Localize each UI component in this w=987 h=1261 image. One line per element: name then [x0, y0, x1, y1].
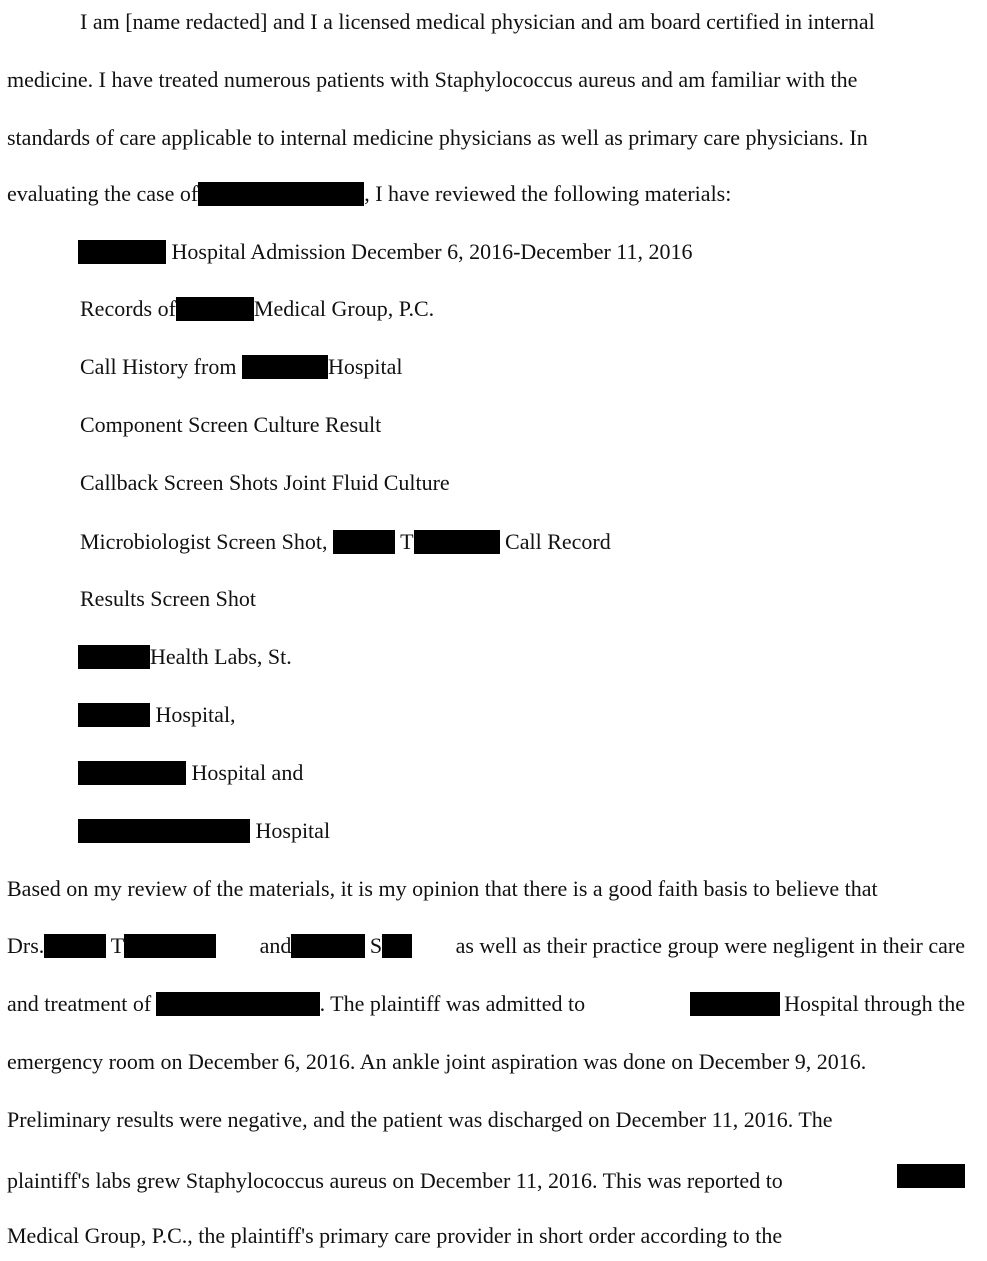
redaction-box [78, 761, 186, 785]
redaction-box [291, 934, 365, 958]
materials-item-4: Component Screen Culture Result [80, 412, 382, 437]
paragraph-1-line-3: standards of care applicable to internal medicine physicians as well as primary care physicians. In [7, 125, 868, 150]
materials-item-10: Hospital and [78, 759, 303, 787]
redaction-box [690, 992, 780, 1016]
paragraph-2-line-6: plaintiff's labs grew Staphylococcus aureus on December 11, 2016. This was reported to [7, 1164, 965, 1192]
materials-item-7: Results Screen Shot [80, 586, 256, 611]
paragraph-1-line-1: I am [name redacted] and I a licensed medical physician and am board certified in internal [80, 9, 875, 34]
redaction-box [242, 355, 328, 379]
redaction-box [78, 645, 150, 669]
materials-item-5: Callback Screen Shots Joint Fluid Culture [80, 470, 450, 495]
paragraph-2-line-7: Medical Group, P.C., the plaintiff's primary care provider in short order according to the [7, 1223, 783, 1248]
paragraph-2-line-3: and treatment of . The plaintiff was admitted to Hospital through the [7, 991, 965, 1016]
materials-item-8: Health Labs, St. [78, 643, 292, 671]
redaction-box [156, 992, 320, 1016]
materials-item-1: Hospital Admission December 6, 2016-December 11, 2016 [78, 238, 692, 266]
paragraph-2-line-1: Based on my review of the materials, it is my opinion that there is a good faith basis to believe that [7, 876, 878, 901]
materials-item-2: Records of Medical Group, P.C. [80, 296, 435, 321]
paragraph-2-line-2: Drs. T and S as well as their practice group were negligent in their care [7, 933, 965, 958]
redaction-box [78, 240, 166, 264]
materials-item-6: Microbiologist Screen Shot, T Call Record [80, 529, 611, 554]
materials-item-9: Hospital, [78, 701, 236, 729]
redaction-box [333, 530, 395, 554]
redaction-box [382, 934, 412, 958]
paragraph-2-line-4: emergency room on December 6, 2016. An ankle joint aspiration was done on December 9, 2016. [7, 1049, 867, 1074]
paragraph-2-line-5: Preliminary results were negative, and the patient was discharged on December 11, 2016. The [7, 1107, 833, 1132]
redaction-box [414, 530, 500, 554]
redaction-box [44, 934, 106, 958]
redaction-box [78, 703, 150, 727]
redaction-box [78, 819, 250, 843]
redaction-box [176, 297, 254, 321]
redaction-box [897, 1164, 965, 1188]
redaction-box [198, 182, 364, 206]
paragraph-1-line-4: evaluating the case of , I have reviewed the following materials: [7, 181, 732, 206]
materials-item-11: Hospital [78, 817, 330, 845]
redaction-box [124, 934, 216, 958]
paragraph-1-line-2: medicine. I have treated numerous patients with Staphylococcus aureus and am familiar with the [7, 67, 858, 92]
materials-item-3: Call History from Hospital [80, 354, 403, 379]
